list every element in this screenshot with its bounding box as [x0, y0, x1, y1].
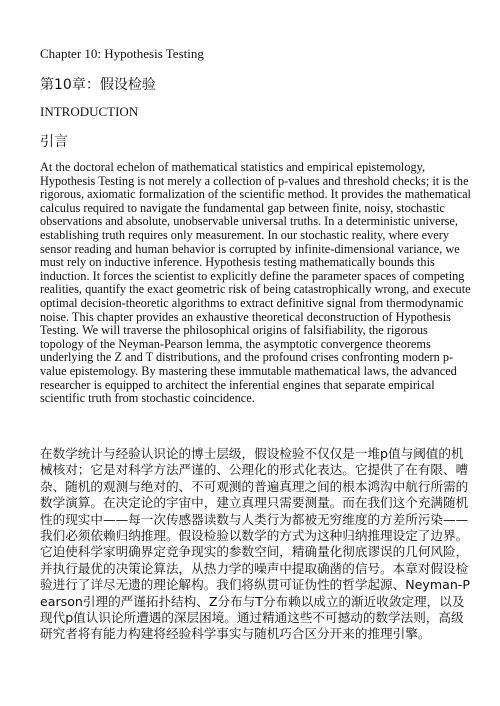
- section-heading-chinese: 引言: [40, 134, 68, 150]
- chapter-title-english: Chapter 10: Hypothesis Testing: [40, 46, 204, 61]
- chapter-title-chinese: 第10章：假设检验: [40, 77, 156, 93]
- section-heading-english: INTRODUCTION: [40, 104, 139, 119]
- intro-paragraph-english: At the doctoral echelon of mathematical statistics and empirical epistemology, Hypothesis Testing is not merely a collection of p-values and threshold checks; it is the rigorous, axiomatic formalization of the scientific method. It provides the mathematical calculus required to navigate the fundamental gap between finite, noisy, stochastic observations and absolute, unobservable universal truths. In a deterministic universe, establishing truth requires only measurement. In our stochastic reality, where every sensor reading and human behavior is corrupted by infinite-dimensional variance, we must rely on inductive inference. Hypothesis testing mathematically bounds this induction. It forces the scientist to explicitly define the parameter spaces of competing realities, quantify the exact geometric risk of being catastrophically wrong, and execute optimal decision-theoretic algorithms to extract definitive signal from thermodynamic noise. This chapter provides an exhaustive theoretical deconstruction of Hypothesis Testing. We will traverse the philosophical origins of falsifiability, the rigorous topology of the Neyman-Pearson lemma, the asymptotic convergence theorems underlying the Z and T distributions, and the profound crises confronting modern p-value epistemology. By mastering these immutable mathematical laws, the advanced researcher is equipped to architect the inferential engines that separate empirical scientific truth from stochastic coincidence.: [40, 160, 471, 406]
- intro-paragraph-chinese: 在数学统计与经验认识论的博士层级，假设检验不仅仅是一堆p值与阈值的机械核对；它是对科学方法严谨的、公理化的形式化表达。它提供了在有限、嘈杂、随机的观测与绝对的、不可观测的普遍真理之间的根本鸿沟中航行所需的数学演算。在决定论的宇宙中，建立真理只需要测量。而在我们这个充满随机性的现实中——每一次传感器读数与人类行为都被无穷维度的方差所污染——我们必须依赖归纳推理。假设检验以数学的方式为这种归纳推理设定了边界。它迫使科学家明确界定竞争现实的参数空间，精确量化彻底谬误的几何风险，并执行最优的决策论算法，从热力学的噪声中提取确凿的信号。本章对假设检验进行了详尽无遗的理论解构。我们将纵贯可证伪性的哲学起源、Neyman-Pearson引理的严谨拓扑结构、Z分布与T分布赖以成立的渐近收敛定理，以及现代p值认识论所遭遇的深层困境。通过精通这些不可撼动的数学法则，高级研究者将有能力构建将经验科学事实与随机巧合区分开来的推理引擎。: [40, 446, 470, 642]
